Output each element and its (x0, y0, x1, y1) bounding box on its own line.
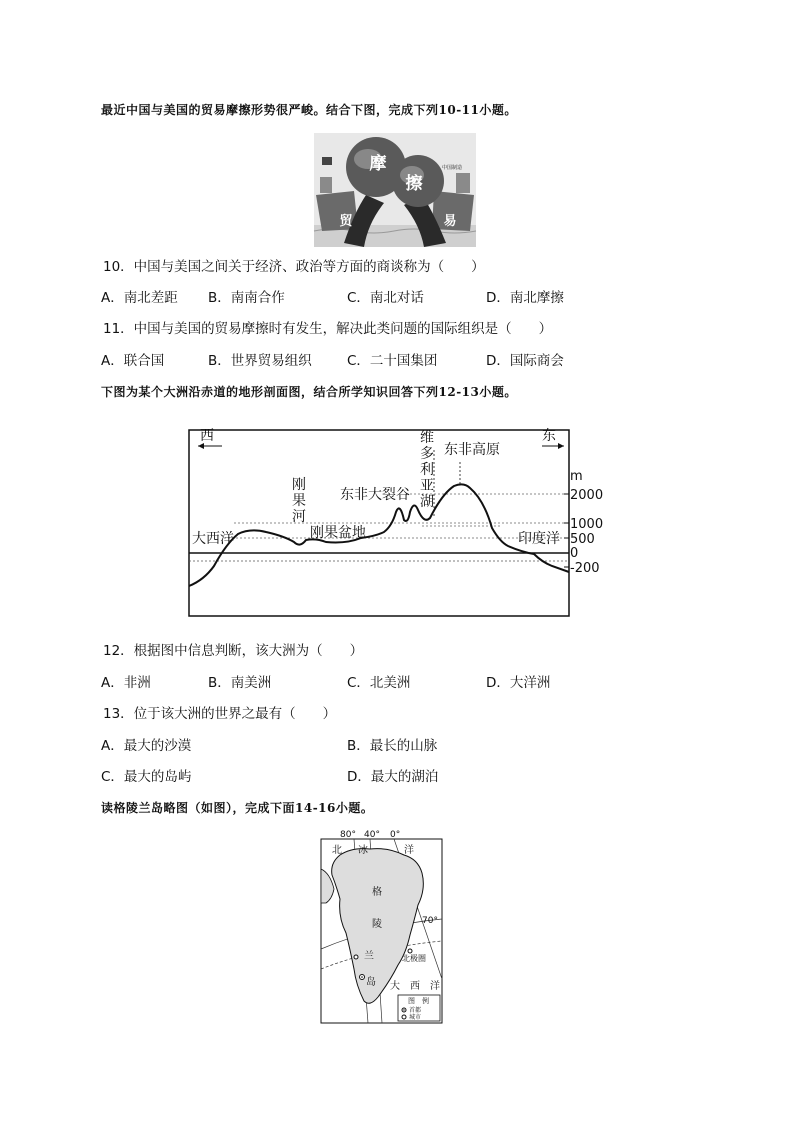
axis-tick-minus-200: -200 (570, 561, 600, 576)
q10-option-a[interactable]: A．南北差距 (101, 290, 178, 306)
label-west: 西 (200, 428, 214, 444)
q13-option-a[interactable]: A．最大的沙漠 (101, 738, 192, 754)
axis-tick-1000: 1000 (570, 517, 604, 532)
label-congo-river-2: 果 (292, 493, 306, 509)
q10-option-c[interactable]: C．南北对话 (347, 290, 424, 306)
label-victoria-4: 亚 (420, 478, 434, 494)
label-congo-basin: 刚果盆地 (310, 525, 366, 541)
label-east-african-plateau: 东非高原 (444, 442, 500, 458)
label-victoria-5: 湖 (420, 494, 434, 510)
question-13-stem: 13．位于该大洲的世界之最有（ ） (103, 706, 337, 722)
label-east: 东 (542, 428, 556, 444)
intro-10-11: 最近中国与美国的贸易摩擦形势很严峻。结合下图，完成下列10-11小题。 (101, 103, 517, 117)
q12-option-c[interactable]: C．北美洲 (347, 675, 411, 691)
label-victoria-1: 维 (420, 430, 434, 446)
terrain-profile-figure (186, 420, 604, 620)
label-yang: 洋 (404, 845, 414, 856)
label-bing: 冰 (358, 845, 368, 856)
question-11-stem: 11．中国与美国的贸易摩擦时有发生，解决此类问题的国际组织是（ ） (103, 321, 553, 337)
axis-unit: m (570, 469, 583, 484)
label-congo-river-1: 刚 (292, 477, 306, 493)
ship-label-yi: 易 (443, 214, 457, 229)
question-10-stem: 10．中国与美国之间关于经济、政治等方面的商谈称为（ ） (103, 259, 485, 275)
label-atlantic: 大西洋 (192, 531, 234, 547)
label-indian-ocean: 印度洋 (518, 531, 560, 547)
q12-option-a[interactable]: A．非洲 (101, 675, 151, 691)
q12-option-d[interactable]: D．大洋洲 (486, 675, 551, 691)
intro-14-16: 读格陵兰岛略图（如图），完成下面14-16小题。 (101, 801, 374, 815)
q11-option-b[interactable]: B．世界贸易组织 (208, 353, 312, 369)
label-arctic-circle: 北极圈 (402, 954, 426, 963)
q13-option-b[interactable]: B．最长的山脉 (347, 738, 438, 754)
lat-70: 70° (422, 916, 438, 926)
label-congo-river-3: 河 (292, 509, 306, 525)
q12-option-b[interactable]: B．南美洲 (208, 675, 272, 691)
glove-label-mo: 摩 (369, 154, 387, 174)
axis-tick-2000: 2000 (570, 488, 604, 503)
city-marker (354, 955, 358, 959)
label-victoria-2: 多 (420, 446, 434, 462)
label-victoria-3: 利 (420, 462, 434, 478)
legend-title: 图 例 (408, 997, 429, 1005)
legend-city: 城市 (409, 1014, 422, 1021)
q11-option-d[interactable]: D．国际商会 (486, 353, 564, 369)
label-lan: 兰 (364, 951, 374, 962)
axis-tick-500: 500 (570, 532, 595, 547)
label-ling: 陵 (372, 919, 382, 930)
lon-40: 40° (364, 830, 380, 840)
ship-label-made-in-china: 中国制造 (441, 165, 463, 171)
q13-option-d[interactable]: D．最大的湖泊 (347, 769, 439, 785)
label-atlantic: 大 西 洋 (390, 981, 440, 992)
axis-tick-0: 0 (570, 546, 579, 561)
label-rift-valley: 东非大裂谷 (340, 487, 410, 503)
intro-12-13: 下图为某个大洲沿赤道的地形剖面图，结合所学知识回答下列12-13小题。 (101, 385, 517, 399)
label-ge: 格 (372, 887, 382, 898)
q11-option-a[interactable]: A．联合国 (101, 353, 165, 369)
legend-capital: 首都 (409, 1007, 422, 1014)
glove-label-ca: 擦 (405, 174, 423, 194)
label-dao: 岛 (366, 977, 376, 988)
lon-80: 80° (340, 830, 356, 840)
q10-option-b[interactable]: B．南南合作 (208, 290, 285, 306)
label-north: 北 (332, 845, 342, 856)
question-12-stem: 12．根据图中信息判断，该大洲为（ ） (103, 643, 364, 659)
greenland-map-figure (318, 829, 446, 1025)
trade-friction-cartoon (314, 133, 476, 247)
q13-option-c[interactable]: C．最大的岛屿 (101, 769, 192, 785)
q10-option-d[interactable]: D．南北摩擦 (486, 290, 564, 306)
lon-0: 0° (390, 830, 401, 840)
ship-label-mao: 贸 (339, 214, 353, 229)
q11-option-c[interactable]: C．二十国集团 (347, 353, 438, 369)
